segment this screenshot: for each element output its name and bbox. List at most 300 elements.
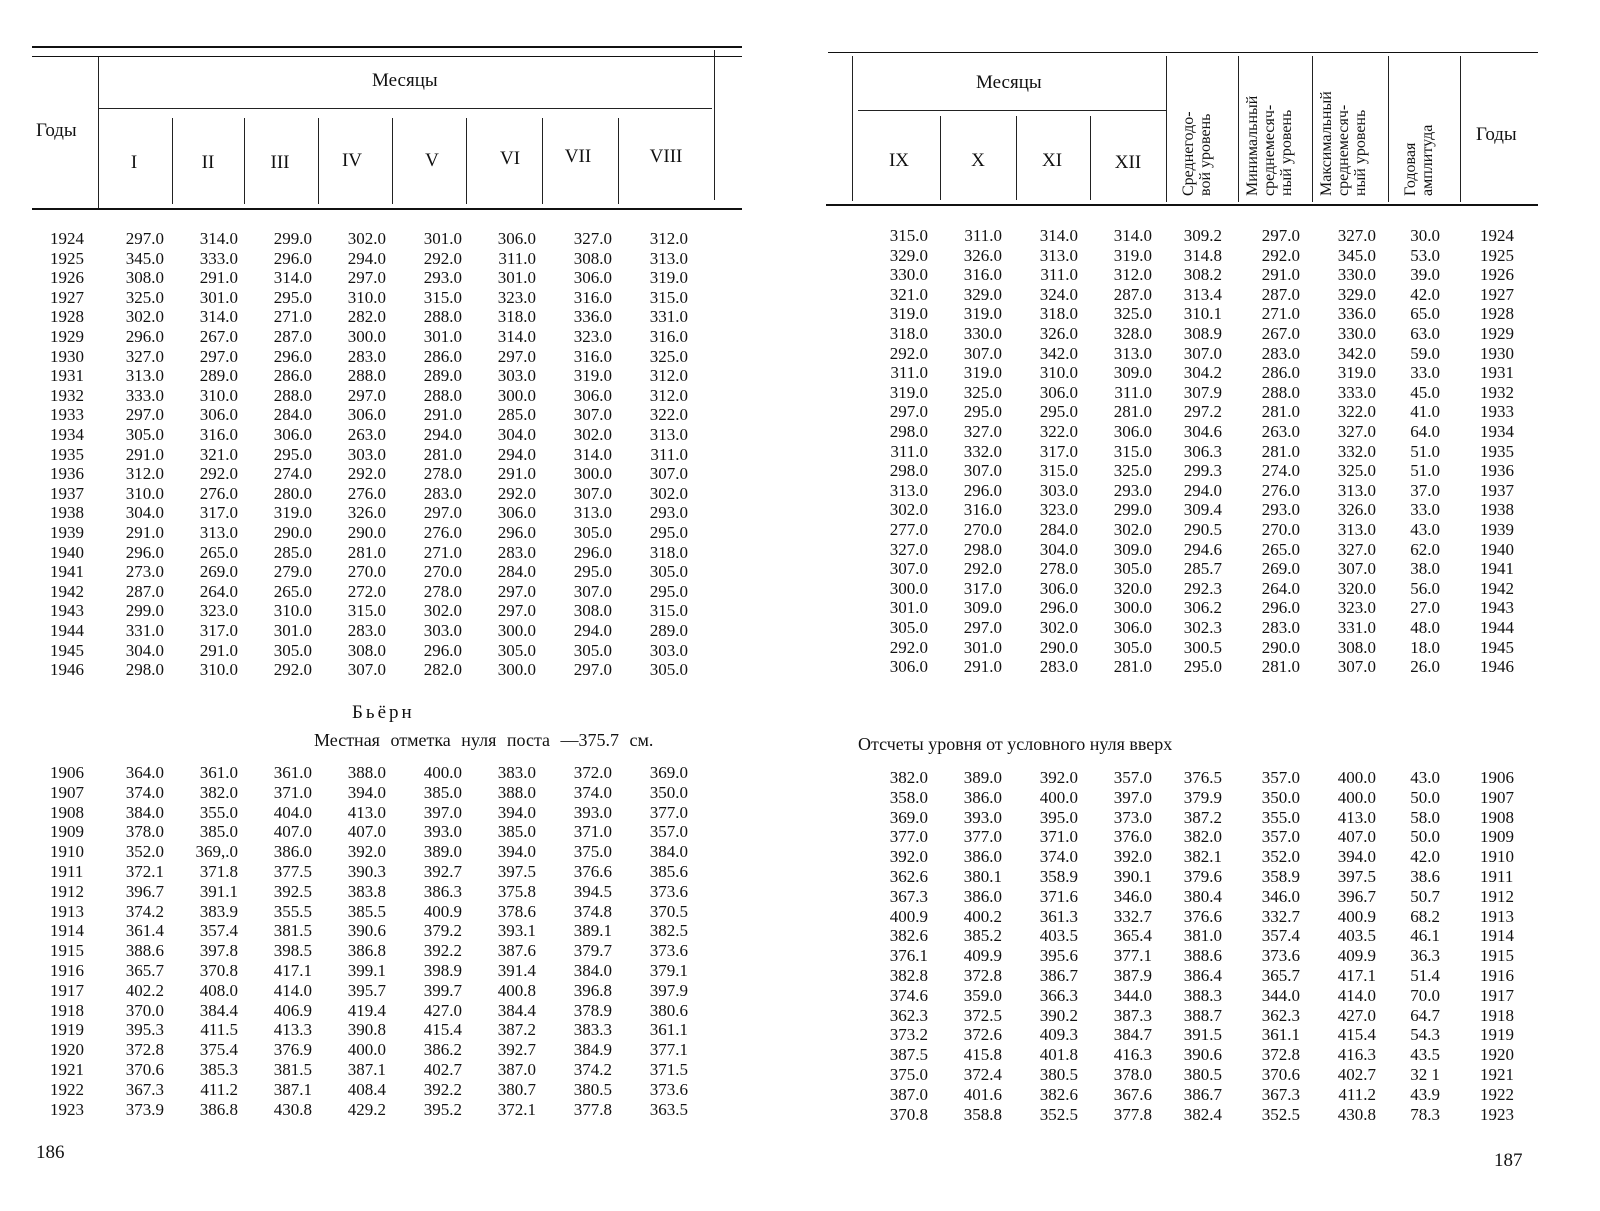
- right-col-divider: [940, 116, 941, 200]
- value-cell: 371.0: [273, 782, 312, 802]
- value-cell: 374.2: [125, 901, 164, 921]
- value-cell: 413.3: [273, 1020, 312, 1040]
- value-cell: 295.0: [649, 581, 688, 601]
- value-cell: 313.0: [199, 523, 238, 542]
- value-cell: 297.0: [199, 346, 238, 366]
- year-cell: 1931: [50, 366, 84, 386]
- value-cell: 314.0: [273, 268, 312, 288]
- value-cell: 375.8: [497, 881, 536, 901]
- value-cell: 332.7: [1113, 906, 1152, 926]
- value-cell: 310.0: [199, 385, 238, 405]
- left-col-divider: [172, 118, 173, 204]
- year-cell: 1917: [50, 980, 84, 1000]
- value-cell: 323.0: [1039, 500, 1078, 520]
- value-cell: 50.0: [1410, 827, 1440, 847]
- value-cell: 303.0: [347, 444, 386, 464]
- year-cell: 1908: [50, 802, 84, 822]
- value-cell: 391.5: [1183, 1025, 1222, 1045]
- table-row-right: [0, 246, 1600, 266]
- value-cell: 382.0: [1183, 827, 1222, 847]
- value-cell: 386.8: [347, 941, 386, 961]
- value-cell: 32 1: [1410, 1065, 1440, 1084]
- value-cell: 308.0: [1337, 637, 1376, 657]
- value-cell: 382.6: [1039, 1084, 1078, 1104]
- value-cell: 390.8: [347, 1020, 386, 1040]
- year-cell: 1946: [1480, 657, 1514, 677]
- left-months-rule: [98, 108, 712, 109]
- value-cell: 382.6: [889, 926, 928, 946]
- month-header-x: X: [971, 150, 985, 171]
- value-cell: 365.4: [1113, 926, 1152, 946]
- value-cell: 312.0: [649, 385, 688, 405]
- left-months-header: Месяцы: [372, 70, 438, 91]
- value-cell: 415.4: [1337, 1025, 1376, 1045]
- value-cell: 301.0: [497, 268, 536, 288]
- year-cell: 1937: [1480, 480, 1514, 500]
- value-cell: 327.0: [573, 229, 612, 248]
- value-cell: 302.0: [347, 229, 386, 248]
- value-cell: 304.0: [125, 503, 164, 523]
- value-cell: 371.0: [573, 822, 612, 842]
- value-cell: 362.6: [889, 867, 928, 886]
- year-cell: 1939: [50, 523, 84, 542]
- value-cell: 300.0: [573, 464, 612, 484]
- value-cell: 385.6: [649, 862, 688, 881]
- year-cell: 1922: [1480, 1084, 1514, 1104]
- value-cell: 396.7: [125, 881, 164, 901]
- value-cell: 370.6: [1261, 1065, 1300, 1084]
- value-cell: 317.0: [963, 578, 1002, 598]
- value-cell: 409.9: [963, 946, 1002, 966]
- value-cell: 296.0: [1039, 598, 1078, 618]
- value-cell: 302.0: [423, 601, 462, 621]
- value-cell: 294.0: [573, 621, 612, 640]
- value-cell: 372.1: [497, 1099, 536, 1119]
- value-cell: 289.0: [199, 366, 238, 386]
- value-cell: 395.2: [423, 1099, 462, 1119]
- value-cell: 345.0: [125, 248, 164, 268]
- value-cell: 382.8: [889, 966, 928, 985]
- year-cell: 1907: [50, 782, 84, 802]
- value-cell: 393.1: [497, 921, 536, 941]
- value-cell: 397.5: [1337, 867, 1376, 886]
- value-cell: 315.0: [1113, 441, 1152, 461]
- value-cell: 312.0: [649, 229, 688, 248]
- value-cell: 284.0: [497, 562, 536, 582]
- value-cell: 30.0: [1410, 226, 1440, 245]
- value-cell: 312.0: [1113, 265, 1152, 285]
- value-cell: 296.0: [273, 346, 312, 366]
- value-cell: 387.1: [273, 1079, 312, 1099]
- value-cell: 380.7: [497, 1079, 536, 1099]
- year-cell: 1933: [1480, 402, 1514, 422]
- value-cell: 393.0: [573, 802, 612, 822]
- value-cell: 311.0: [498, 248, 536, 268]
- value-cell: 319.0: [1337, 363, 1376, 383]
- year-cell: 1921: [1480, 1065, 1514, 1084]
- value-cell: 305.0: [573, 640, 612, 660]
- value-cell: 36.3: [1410, 946, 1440, 966]
- value-cell: 400.9: [1337, 906, 1376, 926]
- value-cell: 392.2: [423, 1079, 462, 1099]
- value-cell: 333.0: [199, 248, 238, 268]
- value-cell: 371.8: [199, 862, 238, 881]
- value-cell: 325.0: [1337, 461, 1376, 481]
- value-cell: 282.0: [423, 660, 462, 680]
- value-cell: 43.0: [1410, 768, 1440, 787]
- value-cell: 377.0: [889, 827, 928, 847]
- value-cell: 292.0: [889, 343, 928, 363]
- value-cell: 294.0: [423, 425, 462, 444]
- year-cell: 1946: [50, 660, 84, 680]
- value-cell: 319.0: [649, 268, 688, 288]
- value-cell: 43.5: [1410, 1045, 1440, 1065]
- value-cell: 307.0: [573, 581, 612, 601]
- value-cell: 355.5: [273, 901, 312, 921]
- value-cell: 376.1: [889, 946, 928, 966]
- value-cell: 398.9: [423, 961, 462, 980]
- value-cell: 297.0: [573, 660, 612, 680]
- right-col-divider: [1312, 56, 1313, 202]
- value-cell: 370.5: [649, 901, 688, 921]
- value-cell: 384.4: [199, 1000, 238, 1020]
- year-cell: 1923: [50, 1099, 84, 1119]
- value-cell: 64.7: [1410, 1005, 1440, 1025]
- value-cell: 314.8: [1183, 245, 1222, 265]
- value-cell: 327.0: [1337, 422, 1376, 441]
- right-col-divider: [1090, 116, 1091, 200]
- year-cell: 1945: [1480, 637, 1514, 657]
- value-cell: 280.0: [273, 483, 312, 503]
- month-header-iv: IV: [341, 150, 363, 171]
- value-cell: 267.0: [1261, 324, 1300, 343]
- value-cell: 388.0: [347, 763, 386, 782]
- value-cell: 367.3: [1261, 1084, 1300, 1104]
- value-cell: 373.9: [125, 1099, 164, 1119]
- value-cell: 400.0: [1337, 768, 1376, 787]
- year-cell: 1928: [1480, 304, 1514, 324]
- value-cell: 327.0: [1337, 226, 1376, 245]
- value-cell: 399.1: [347, 961, 386, 980]
- left-header-bottom-rule: [32, 208, 742, 210]
- value-cell: 390.1: [1113, 867, 1152, 886]
- value-cell: 372.1: [125, 862, 164, 881]
- value-cell: 27.0: [1410, 598, 1440, 618]
- value-cell: 350.0: [1261, 787, 1300, 807]
- value-cell: 33.0: [1410, 500, 1440, 520]
- value-cell: 306.0: [573, 385, 612, 405]
- value-cell: 271.0: [273, 307, 312, 327]
- value-cell: 37.0: [1410, 480, 1440, 500]
- year-cell: 1928: [50, 307, 84, 327]
- value-cell: 365.7: [1261, 966, 1300, 985]
- month-header-iii: III: [270, 152, 290, 173]
- value-cell: 306.0: [1039, 382, 1078, 402]
- value-cell: 53.0: [1410, 245, 1440, 265]
- value-cell: 379.1: [649, 961, 688, 980]
- table-row-right: [0, 500, 1600, 520]
- value-cell: 403.5: [1337, 926, 1376, 946]
- value-cell: 361.0: [273, 763, 312, 782]
- value-cell: 311.0: [890, 363, 928, 383]
- value-cell: 320.0: [1113, 578, 1152, 598]
- value-cell: 386.3: [423, 881, 462, 901]
- value-cell: 297.0: [497, 581, 536, 601]
- value-cell: 297.0: [889, 402, 928, 422]
- value-cell: 411.2: [200, 1079, 238, 1099]
- value-cell: 380.1: [963, 867, 1002, 886]
- value-cell: 308.0: [573, 601, 612, 621]
- value-cell: 319.0: [963, 304, 1002, 324]
- value-cell: 387.0: [497, 1060, 536, 1079]
- value-cell: 386.0: [963, 847, 1002, 867]
- value-cell: 300.0: [1113, 598, 1152, 618]
- value-cell: 387.9: [1113, 966, 1152, 985]
- value-cell: 355.0: [1261, 807, 1300, 827]
- year-cell: 1936: [1480, 461, 1514, 481]
- year-cell: 1911: [1480, 867, 1514, 886]
- value-cell: 295.0: [273, 287, 312, 307]
- value-cell: 317.0: [1039, 441, 1078, 461]
- value-cell: 377.5: [273, 862, 312, 881]
- year-cell: 1918: [1480, 1005, 1514, 1025]
- value-cell: 372.0: [573, 763, 612, 782]
- value-cell: 285.7: [1183, 559, 1222, 579]
- value-cell: 305.0: [1113, 637, 1152, 657]
- value-cell: 306.0: [199, 405, 238, 425]
- value-cell: 68.2: [1410, 906, 1440, 926]
- year-cell: 1937: [50, 483, 84, 503]
- value-cell: 325.0: [1113, 461, 1152, 481]
- value-cell: 284.0: [273, 405, 312, 425]
- value-cell: 386.7: [1183, 1084, 1222, 1104]
- value-cell: 313.0: [649, 248, 688, 268]
- value-cell: 373.6: [649, 881, 688, 901]
- value-cell: 281.0: [1113, 657, 1152, 677]
- value-cell: 301.0: [889, 598, 928, 618]
- value-cell: 378.0: [1113, 1065, 1152, 1084]
- value-cell: 304.0: [125, 640, 164, 660]
- table-row-right: [0, 402, 1600, 422]
- value-cell: 380.5: [1183, 1065, 1222, 1084]
- value-cell: 323.0: [497, 287, 536, 307]
- year-cell: 1909: [1480, 827, 1514, 847]
- month-header-ix: IX: [888, 150, 910, 171]
- value-cell: 306.0: [1113, 422, 1152, 441]
- value-cell: 305.0: [573, 523, 612, 542]
- value-cell: 289.0: [649, 621, 688, 640]
- value-cell: 370.0: [125, 1000, 164, 1020]
- year-cell: 1925: [50, 248, 84, 268]
- value-cell: 263.0: [1261, 422, 1300, 441]
- value-cell: 393.0: [963, 807, 1002, 827]
- value-cell: 377.1: [1113, 946, 1152, 966]
- value-cell: 310.0: [199, 660, 238, 680]
- value-cell: 292.0: [347, 464, 386, 484]
- value-cell: 400.8: [497, 980, 536, 1000]
- max-level-text: Максимальный среднемесяч- ный уровень: [1318, 91, 1369, 196]
- value-cell: 377.8: [1113, 1104, 1152, 1124]
- value-cell: 377.0: [963, 827, 1002, 847]
- value-cell: 358.9: [1261, 867, 1300, 886]
- value-cell: 298.0: [125, 660, 164, 680]
- value-cell: 401.8: [1039, 1045, 1078, 1065]
- value-cell: 381.5: [273, 921, 312, 941]
- value-cell: 372.8: [1261, 1045, 1300, 1065]
- value-cell: 391.1: [199, 881, 238, 901]
- value-cell: 411.5: [200, 1020, 238, 1040]
- value-cell: 369.0: [649, 763, 688, 782]
- value-cell: 352.5: [1261, 1104, 1300, 1124]
- value-cell: 293.0: [649, 503, 688, 523]
- value-cell: 42.0: [1410, 847, 1440, 867]
- value-cell: 378.0: [125, 822, 164, 842]
- value-cell: 366.3: [1039, 985, 1078, 1005]
- value-cell: 309.2: [1183, 226, 1222, 245]
- value-cell: 357.4: [1261, 926, 1300, 946]
- value-cell: 330.0: [1337, 265, 1376, 285]
- value-cell: 327.0: [125, 346, 164, 366]
- value-cell: 308.9: [1183, 324, 1222, 343]
- value-cell: 306.2: [1183, 598, 1222, 618]
- value-cell: 301.0: [423, 229, 462, 248]
- value-cell: 394.5: [573, 881, 612, 901]
- left-col-divider: [244, 118, 245, 204]
- value-cell: 304.0: [497, 425, 536, 444]
- value-cell: 291.0: [963, 657, 1002, 677]
- table-row-right: [0, 226, 1600, 246]
- value-cell: 361.4: [125, 921, 164, 941]
- year-cell: 1923: [1480, 1104, 1514, 1124]
- year-cell: 1910: [1480, 847, 1514, 867]
- table-row-right: [0, 461, 1600, 481]
- station-name: Бьёрн: [352, 702, 415, 723]
- value-cell: 386.8: [199, 1099, 238, 1119]
- value-cell: 307.0: [649, 464, 688, 484]
- value-cell: 316.0: [573, 346, 612, 366]
- value-cell: 344.0: [1113, 985, 1152, 1005]
- value-cell: 291.0: [199, 268, 238, 288]
- value-cell: 306.0: [273, 425, 312, 444]
- value-cell: 414.0: [273, 980, 312, 1000]
- value-cell: 326.0: [347, 503, 386, 523]
- value-cell: 296.0: [423, 640, 462, 660]
- value-cell: 292.0: [963, 559, 1002, 579]
- value-cell: 310.0: [273, 601, 312, 621]
- value-cell: 390.6: [347, 921, 386, 941]
- value-cell: 384.0: [125, 802, 164, 822]
- value-cell: 292.0: [889, 637, 928, 657]
- value-cell: 377.8: [573, 1099, 612, 1119]
- value-cell: 39.0: [1410, 265, 1440, 285]
- value-cell: 382.5: [649, 921, 688, 941]
- value-cell: 313.0: [1039, 245, 1078, 265]
- value-cell: 342.0: [1039, 343, 1078, 363]
- value-cell: 389.1: [573, 921, 612, 941]
- value-cell: 307.9: [1183, 382, 1222, 402]
- year-cell: 1945: [50, 640, 84, 660]
- value-cell: 352.0: [125, 842, 164, 862]
- value-cell: 386.0: [963, 787, 1002, 807]
- value-cell: 308.0: [347, 640, 386, 660]
- value-cell: 274.0: [1261, 461, 1300, 481]
- value-cell: 304.2: [1183, 363, 1222, 383]
- value-cell: 64.0: [1410, 422, 1440, 441]
- value-cell: 416.3: [1113, 1045, 1152, 1065]
- value-cell: 309.0: [963, 598, 1002, 618]
- value-cell: 311.0: [650, 444, 688, 464]
- value-cell: 314.0: [497, 327, 536, 346]
- value-cell: 361.1: [1261, 1025, 1300, 1045]
- value-cell: 314.0: [199, 307, 238, 327]
- value-cell: 402.7: [423, 1060, 462, 1079]
- value-cell: 272.0: [347, 581, 386, 601]
- value-cell: 295.0: [273, 444, 312, 464]
- value-cell: 309.4: [1183, 500, 1222, 520]
- value-cell: 384.0: [649, 842, 688, 862]
- value-cell: 336.0: [1337, 304, 1376, 324]
- month-header-xii: XII: [1114, 152, 1142, 173]
- value-cell: 319.0: [889, 382, 928, 402]
- value-cell: 294.0: [347, 248, 386, 268]
- year-cell: 1936: [50, 464, 84, 484]
- value-cell: 403.5: [1039, 926, 1078, 946]
- month-header-i: I: [130, 152, 138, 173]
- value-cell: 306.0: [497, 503, 536, 523]
- value-cell: 390.3: [347, 862, 386, 881]
- value-cell: 373.6: [649, 1079, 688, 1099]
- value-cell: 397.5: [497, 862, 536, 881]
- value-cell: 65.0: [1410, 304, 1440, 324]
- value-cell: 59.0: [1410, 343, 1440, 363]
- value-cell: 297.0: [497, 346, 536, 366]
- min-level-text: Минимальный среднемесяч- ный уровень: [1244, 95, 1295, 196]
- right-years-header: Годы: [1476, 124, 1517, 145]
- value-cell: 319.0: [963, 363, 1002, 383]
- year-cell: 1919: [1480, 1025, 1514, 1045]
- value-cell: 285.0: [273, 542, 312, 562]
- value-cell: 301.0: [963, 637, 1002, 657]
- value-cell: 407.0: [347, 822, 386, 842]
- value-cell: 311.0: [890, 441, 928, 461]
- value-cell: 307.0: [1183, 343, 1222, 363]
- value-cell: 411.2: [1338, 1084, 1376, 1104]
- year-cell: 1917: [1480, 985, 1514, 1005]
- month-header-vi: VI: [499, 148, 521, 169]
- value-cell: 344.0: [1261, 985, 1300, 1005]
- value-cell: 400.2: [963, 906, 1002, 926]
- value-cell: 385.0: [199, 822, 238, 842]
- value-cell: 313.0: [889, 480, 928, 500]
- value-cell: 376.9: [273, 1040, 312, 1060]
- value-cell: 400.9: [423, 901, 462, 921]
- value-cell: 296.0: [497, 523, 536, 542]
- value-cell: 367.3: [125, 1079, 164, 1099]
- value-cell: 294.0: [1183, 480, 1222, 500]
- value-cell: 296.0: [273, 248, 312, 268]
- value-cell: 300.0: [497, 660, 536, 680]
- year-cell: 1930: [1480, 343, 1514, 363]
- value-cell: 375.0: [573, 842, 612, 862]
- value-cell: 315.0: [423, 287, 462, 307]
- value-cell: 298.0: [889, 422, 928, 441]
- value-cell: 305.0: [649, 562, 688, 582]
- value-cell: 319.0: [1113, 245, 1152, 265]
- value-cell: 43.0: [1410, 520, 1440, 539]
- value-cell: 283.0: [1039, 657, 1078, 677]
- value-cell: 305.0: [1113, 559, 1152, 579]
- value-cell: 357.4: [199, 921, 238, 941]
